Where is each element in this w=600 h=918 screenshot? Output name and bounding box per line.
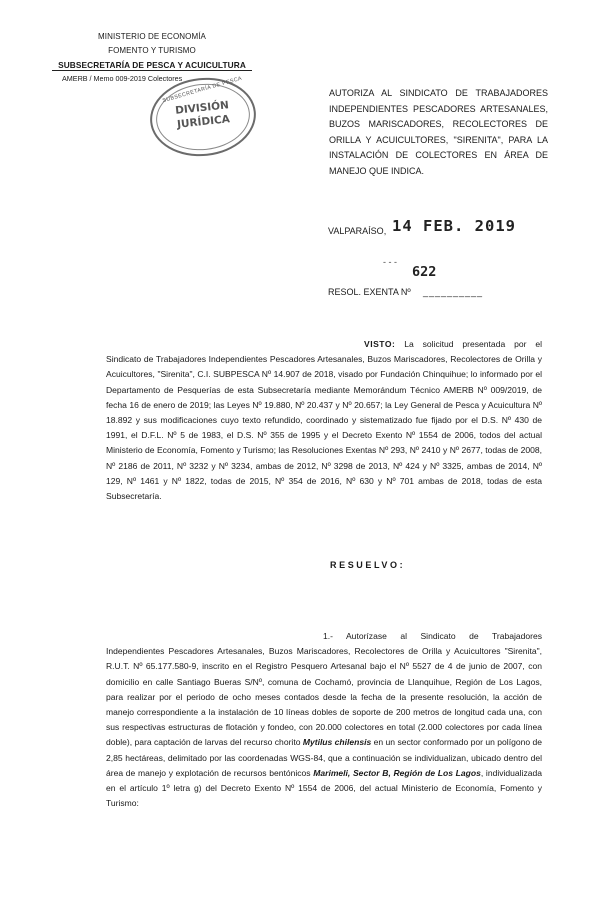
resolution-number-tick: - - - (383, 257, 397, 267)
subsecretariat-name: SUBSECRETARÍA DE PESCA Y ACUICULTURA (58, 60, 246, 70)
visto-heading: VISTO: (364, 339, 396, 349)
division-juridica-stamp (146, 73, 260, 162)
resolution-subject: AUTORIZA AL SINDICATO DE TRABAJADORES INDEPENDIENTES PESCADORES ARTESANALES, BUZOS MARISCADORES, RECOLECTORES DE ORILLA Y ACUICULTORES, "SIRENITA", PARA LA INSTALACIÓN DE COLECTORES EN ÁREA DE MANEJO QUE INDICA. (329, 88, 548, 176)
area-name: Marimeli, Sector B, Región de Los Lagos (313, 767, 481, 778)
header-underline (52, 70, 252, 71)
place-city: VALPARAÍSO, (328, 226, 387, 236)
species-name: Mytilus chilensis (302, 737, 372, 748)
stamp-text-juridica: JURÍDICA (176, 113, 231, 131)
article-1-text-b: en un sector conformado por un polígono de 2,85 hectáreas, delimitado por las coordenadas WGS-84, que a continuación se individualizan, ubicado dentro del área de manejo y explotación de recursos bentónicos (106, 737, 542, 778)
resolution-number-blank: __________ (423, 287, 484, 297)
visto-text: La solicitud presentada por el Sindicato de Trabajadores Independientes Pescadores Artesanales, Buzos Mariscadores, Recolectores de Orilla y Acuicultores, "Sirenita", C.I. SUBPESCA Nº 14.907 de 2018, visado por Fundación Chinquihue; lo informado por el Departamento de Pesquerías de esta Subsecretaría mediante Memorándum Técnico AMERB Nº 009/2019, de fecha 16 de enero de 2019; las Leyes Nº 19.880, Nº 20.437 y Nº 20.657; la Ley General de Pesca y Acuicultura Nº 18.892 y sus modificaciones cuyo texto refundido, coordinado y sistematizado fue fijado por el D.S. Nº 430 de 1991, el D.F.L. Nº 5 de 1983, el D.S. Nº 355 de 1995 y el Decreto Exento Nº 1554 de 2006, todos del actual Ministerio de Economía, Fomento y Turismo; las Resoluciones Exentas Nº 293, Nº 2410 y Nº 2677, todas de 2008, Nº 2186 de 2011, Nº 3232 y Nº 3234, ambas de 2012, Nº 3298 de 2013, Nº 424 y Nº 3325, ambas de 2014, Nº 129, Nº 1461 y Nº 1822, todas de 2015, Nº 354 de 2016, Nº 630 y Nº 701 ambas de 2018, todas de esta Subsecretaría. (106, 339, 542, 502)
stamp-arc-text: SUBSECRETARÍA DE PESCA (161, 75, 243, 105)
resolution-number: 622 (412, 264, 437, 280)
visto-paragraph (106, 337, 542, 504)
article-1-paragraph (106, 629, 542, 811)
article-1-text-c: , individualizada en el artículo 1º letra g) del Decreto Exento Nº 1554 de 2006, del actual Ministerio de Economía, Fomento y Turismo: (106, 767, 542, 809)
date-stamp: 14 FEB. 2019 (392, 217, 516, 235)
resolution-label: RESOL. EXENTA Nº (328, 287, 411, 297)
memo-reference: AMERB / Memo 009-2019 Colectores (62, 74, 183, 83)
ministry-name: MINISTERIO DE ECONOMÍA (98, 32, 206, 41)
ministry-subtitle: FOMENTO Y TURISMO (108, 46, 196, 55)
stamp-text-division: DIVISIÓN (174, 99, 230, 117)
resuelvo-heading: RESUELVO: (330, 560, 406, 570)
article-1-text-a: 1.- Autorízase al Sindicato de Trabajadores Independientes Pescadores Artesanales, Buzos Mariscadores, Recolectores de Orilla y Acuicultores "Sirenita", R.U.T. Nº 65.177.580-9, inscrito en el Registro Pesquero Artesanal bajo el Nº 5527 de 4 de junio de 2007, con domicilio en calle Santiago Bueras S/Nº, comuna de Cochamó, provincia de Llanquihue, Región de Los Lagos, para realizar por el periodo de ocho meses contados desde la fecha de la presente resolución, la acción de manejo correspondiente a la instalación de 10 líneas dobles de soporte de 200 metros de longitud cada una, con sus respectivas estructuras de flotación y fondeo, con 20.000 colectores en total (2.000 colectores por cada línea doble), para captación de larvas del recurso chorito (106, 631, 542, 748)
